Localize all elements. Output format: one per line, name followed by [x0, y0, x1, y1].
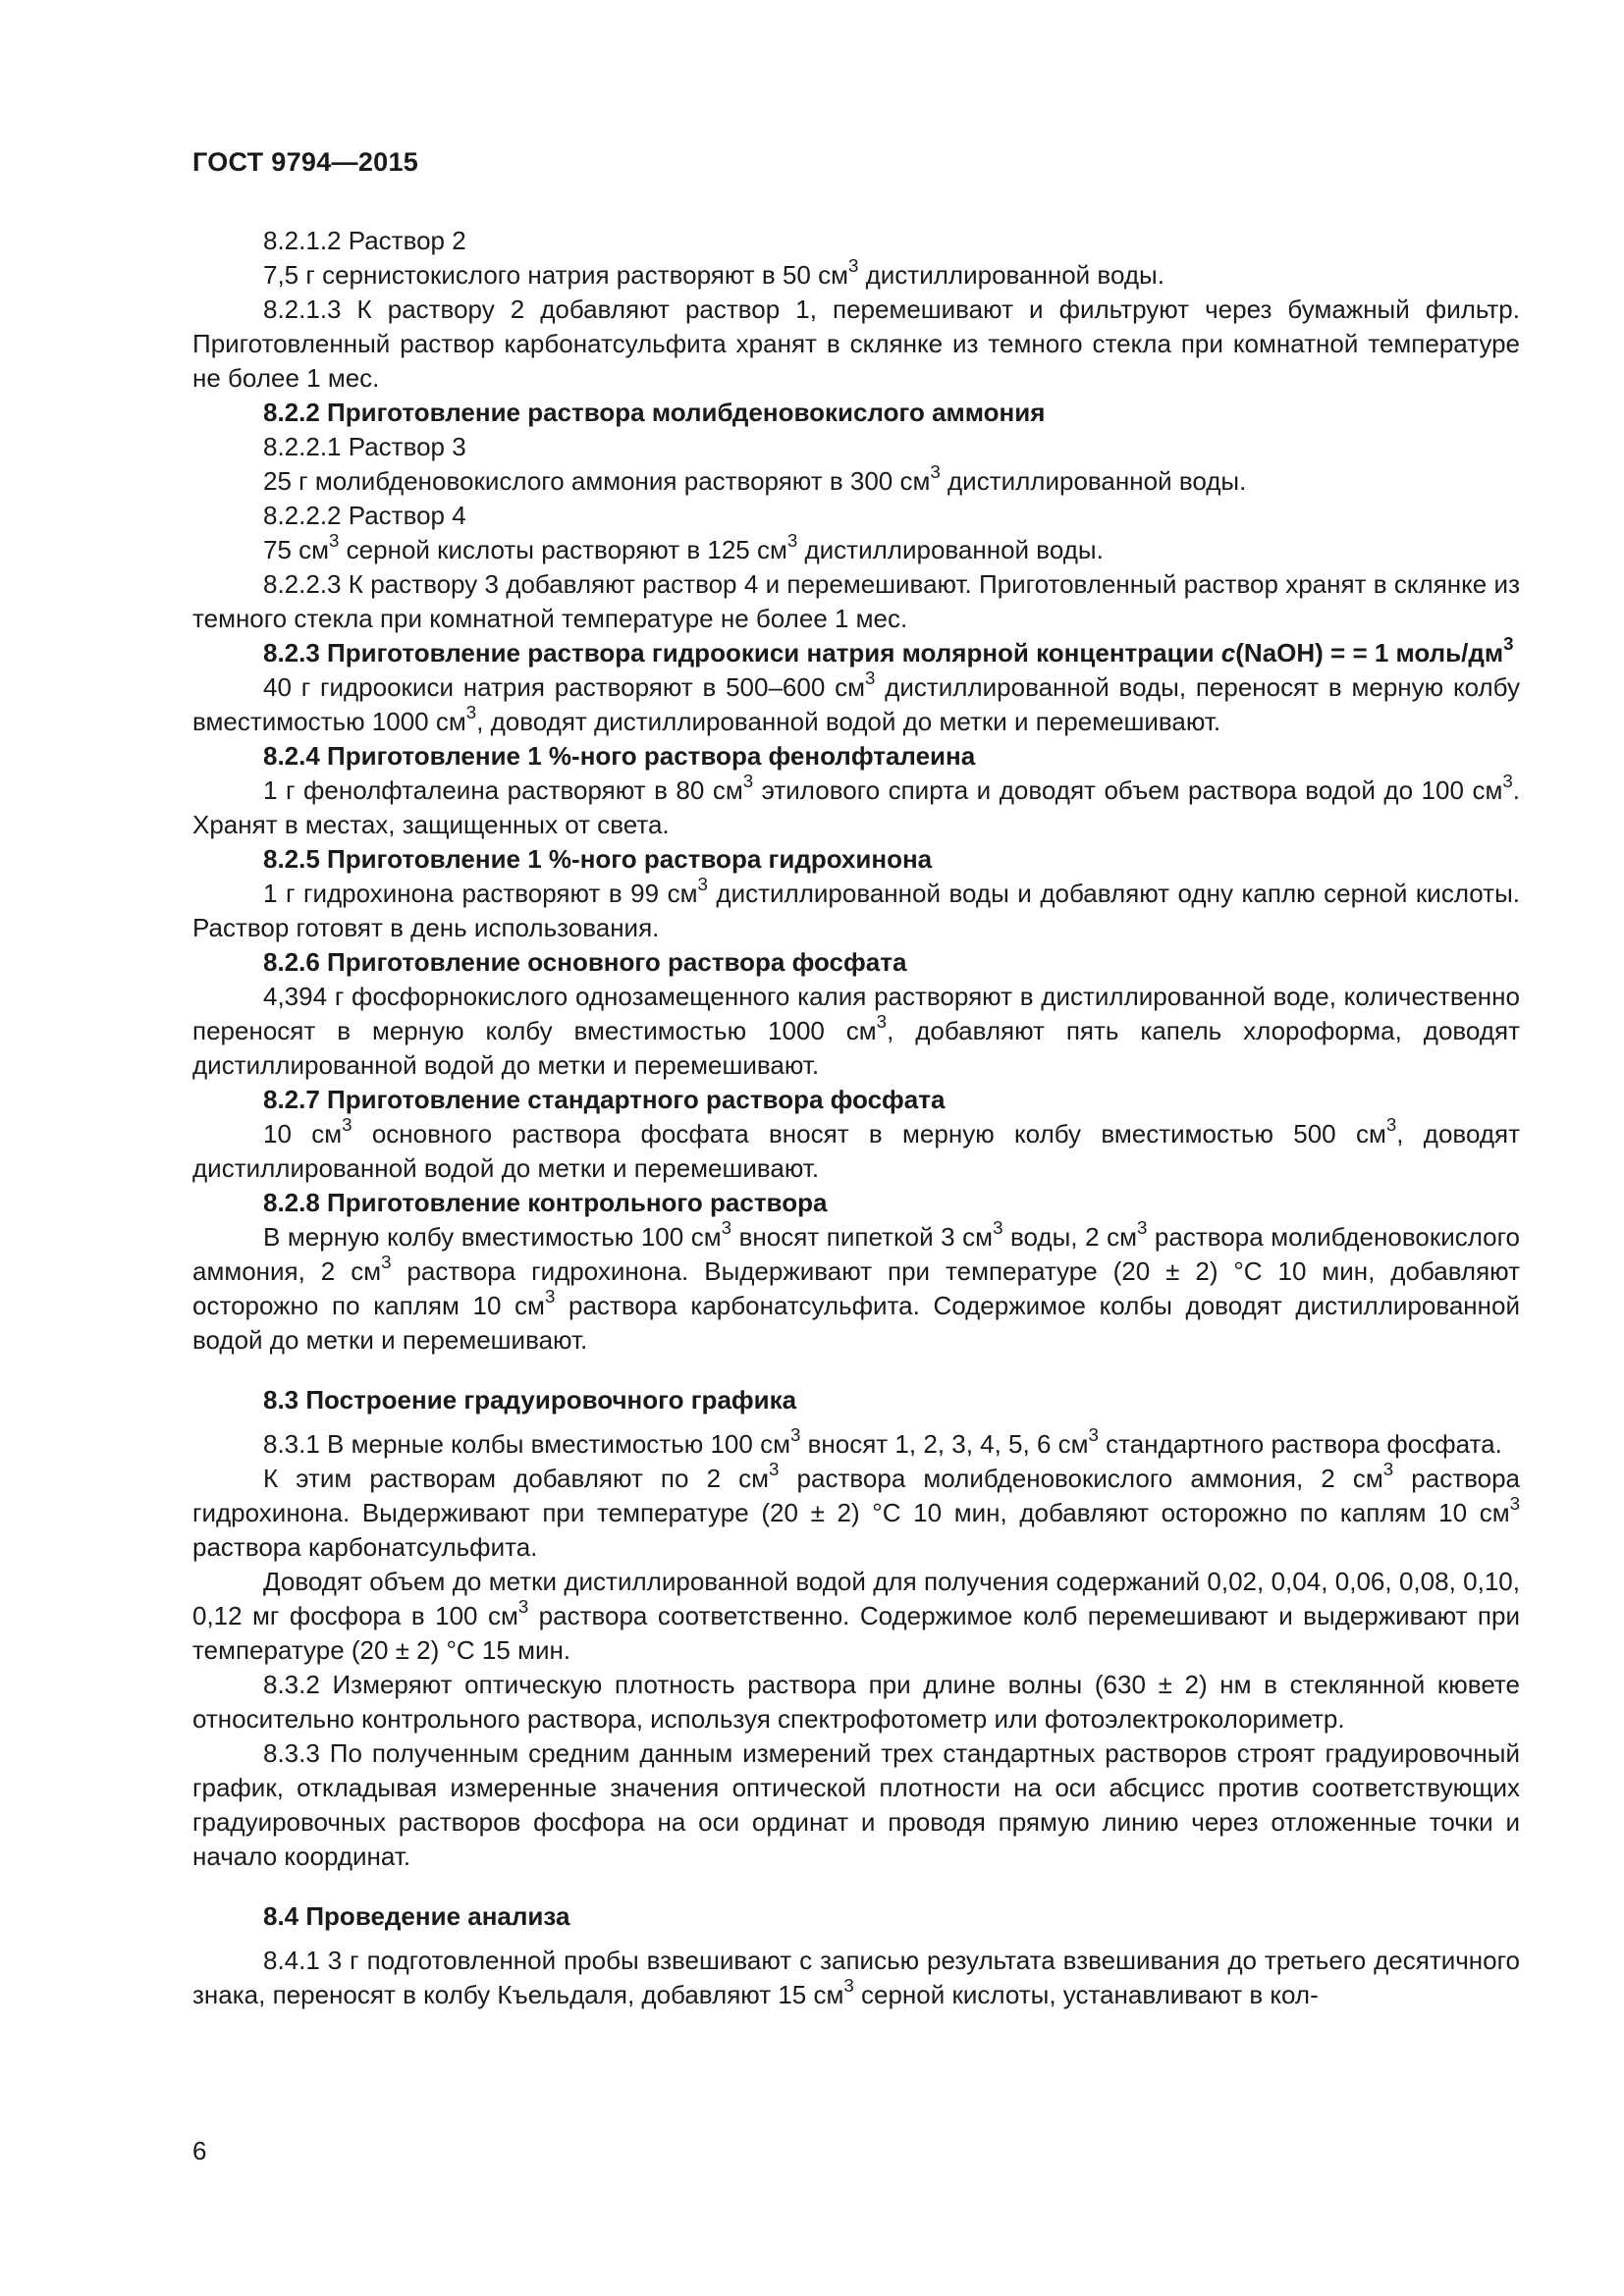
document-header: ГОСТ 9794—2015 [192, 147, 419, 177]
clause-8-2-4-heading: 8.2.4 Приготовление 1 %-ного раствора фенолфталеина [263, 741, 976, 771]
clause-8-2-5-text: 1 г гидрохинона растворяют в 99 $см^3$ дистиллированной воды и добавляют одну каплю серной кислоты. Раствор готовят в день использования. [192, 874, 1520, 942]
clause-8-2-2-heading: 8.2.2 Приготовление раствора молибденовокислого аммония [263, 398, 1046, 427]
clause-8-2-2-2: 8.2.2.2 Раствор 4 [263, 501, 466, 530]
clause-8-2-6-text: 4,394 г фосфорнокислого однозамещенного калия растворяют в дистиллированной воде, количественно переносят в мерную колбу вместимостью 1000 $см^3$, добавляют пять капель хлороформа, доводят дистиллированной водой до метки и перемешивают. [192, 982, 1520, 1080]
clause-8-3-1-dilution: Доводят объем до метки дистиллированной водой для получения содержаний 0,02, 0,04, 0,06, 0,08, 0,10, 0,12 мг фосфора в 100 $см^3$ раствора соответственно. Содержимое колб перемешивают и выдерживают при температуре (20 ± 2) °С 15 мин. [192, 1567, 1520, 1665]
clause-8-2-1-2: 8.2.1.2 Раствор 2 [263, 226, 466, 255]
clause-8-2-8-text: В мерную колбу вместимостью 100 $см^3$ вносят пипеткой 3 $см^3$ воды, 2 $см^3$ раствора молибденовокислого аммония, 2 $см^3$ раствора гидрохинона. Выдерживают при температуре (20 ± 2) °С 10 мин, добавляют осторожно по каплям 10 $см^3$ раствора карбонатсульфита. Содержимое колбы доводят дистиллированной водой до метки и перемешивают. [192, 1217, 1521, 1355]
clause-8-2-2-3: 8.2.2.3 К раствору 3 добавляют раствор 4 и перемешивают. Приготовленный раствор хранят в склянке из темного стекла при комнатной температуре не более 1 мес. [192, 569, 1520, 633]
clause-8-2-4-text: 1 г фенолфталеина растворяют в 80 $см^3$ этилового спирта и доводят объем раствора водой до 100 $см^3$. Хранят в местах, защищенных от света. [192, 771, 1520, 839]
clause-8-3-1-cont: К этим растворам добавляют по 2 $см^3$ раствора молибденовокислого аммония, 2 $см^3$ раствора гидрохинона. Выдерживают при температуре (20 ± 2) °С 10 мин, добавляют осторожно по каплям 10 $см^3$ раствора карбонатсульфита. [192, 1459, 1521, 1562]
clause-8-2-3-text: 40 г гидроокиси натрия растворяют в 500–600 $см^3$ дистиллированной воды, переносят в мерную колбу вместимостью 1000 $см^3$, доводят дистиллированной водой до метки и перемешивают. [192, 667, 1521, 736]
clause-8-2-1-2-text: 7,5 г сернистокислого натрия растворяют в 50 $см^3$ дистиллированной воды. [263, 255, 1164, 290]
clause-8-2-2-1: 8.2.2.1 Раствор 3 [263, 432, 466, 461]
clause-8-2-7-heading: 8.2.7 Приготовление стандартного раствора фосфата [263, 1085, 946, 1114]
document-body [192, 224, 1520, 2012]
clause-8-2-3-heading: 8.2.3 Приготовление раствора гидроокиси натрия молярной концентрации c(NaOH) = = 1 моль/$дм^3$ [263, 633, 1514, 667]
clause-8-2-8-heading: 8.2.8 Приготовление контрольного раствора [263, 1188, 828, 1217]
clause-8-2-5-heading: 8.2.5 Приготовление 1 %-ного раствора гидрохинона [263, 844, 933, 874]
clause-8-2-1-3: 8.2.1.3 К раствору 2 добавляют раствор 1, перемешивают и фильтруют через бумажный фильтр. Приготовленный раствор карбонатсульфита хранят в склянке из темного стекла при комнатной температуре не более 1 мес. [192, 294, 1520, 393]
clause-8-3-1: 8.3.1 В мерные колбы вместимостью 100 $см^3$ вносят 1, 2, 3, 4, 5, 6 $см^3$ стандартного раствора фосфата. [263, 1424, 1502, 1459]
page-number: 6 [192, 2136, 207, 2165]
clause-8-3-3: 8.3.3 По полученным средним данным измерений трех стандартных растворов строят градуировочный график, откладывая измеренные значения оптической плотности на оси абсцисс против соответствующих градуировочных растворов фосфора на оси ординат и проводя прямую линию через отложенные точки и начало координат. [192, 1738, 1520, 1871]
clause-8-4-1: 8.4.1 3 г подготовленной пробы взвешивают с записью результата взвешивания до третьего десятичного знака, переносят в колбу Къельдаля, добавляют 15 $см^3$ серной кислоты, устанавливают в кол- [192, 1946, 1520, 2009]
section-8-3-heading: 8.3 Построение градуировочного графика [263, 1385, 797, 1415]
section-8-4-heading: 8.4 Проведение анализа [263, 1901, 570, 1931]
clause-8-2-2-2-text: 75 $см^3$ серной кислоты растворяют в 125 $см^3$ дистиллированной воды. [263, 530, 1104, 564]
clause-8-2-7-text: 10 $см^3$ основного раствора фосфата вносят в мерную колбу вместимостью 500 $см^3$, доводят дистиллированной водой до метки и перемешивают. [192, 1114, 1520, 1183]
clause-8-2-2-1-text: 25 г молибденовокислого аммония растворяют в 300 $см^3$ дистиллированной воды. [263, 461, 1247, 496]
clause-8-2-6-heading: 8.2.6 Приготовление основного раствора фосфата [263, 947, 907, 977]
clause-8-3-2: 8.3.2 Измеряют оптическую плотность раствора при длине волны (630 ± 2) нм в стеклянной кювете относительно контрольного раствора, используя спектрофотометр или фотоэлектроколориметр. [192, 1670, 1520, 1734]
